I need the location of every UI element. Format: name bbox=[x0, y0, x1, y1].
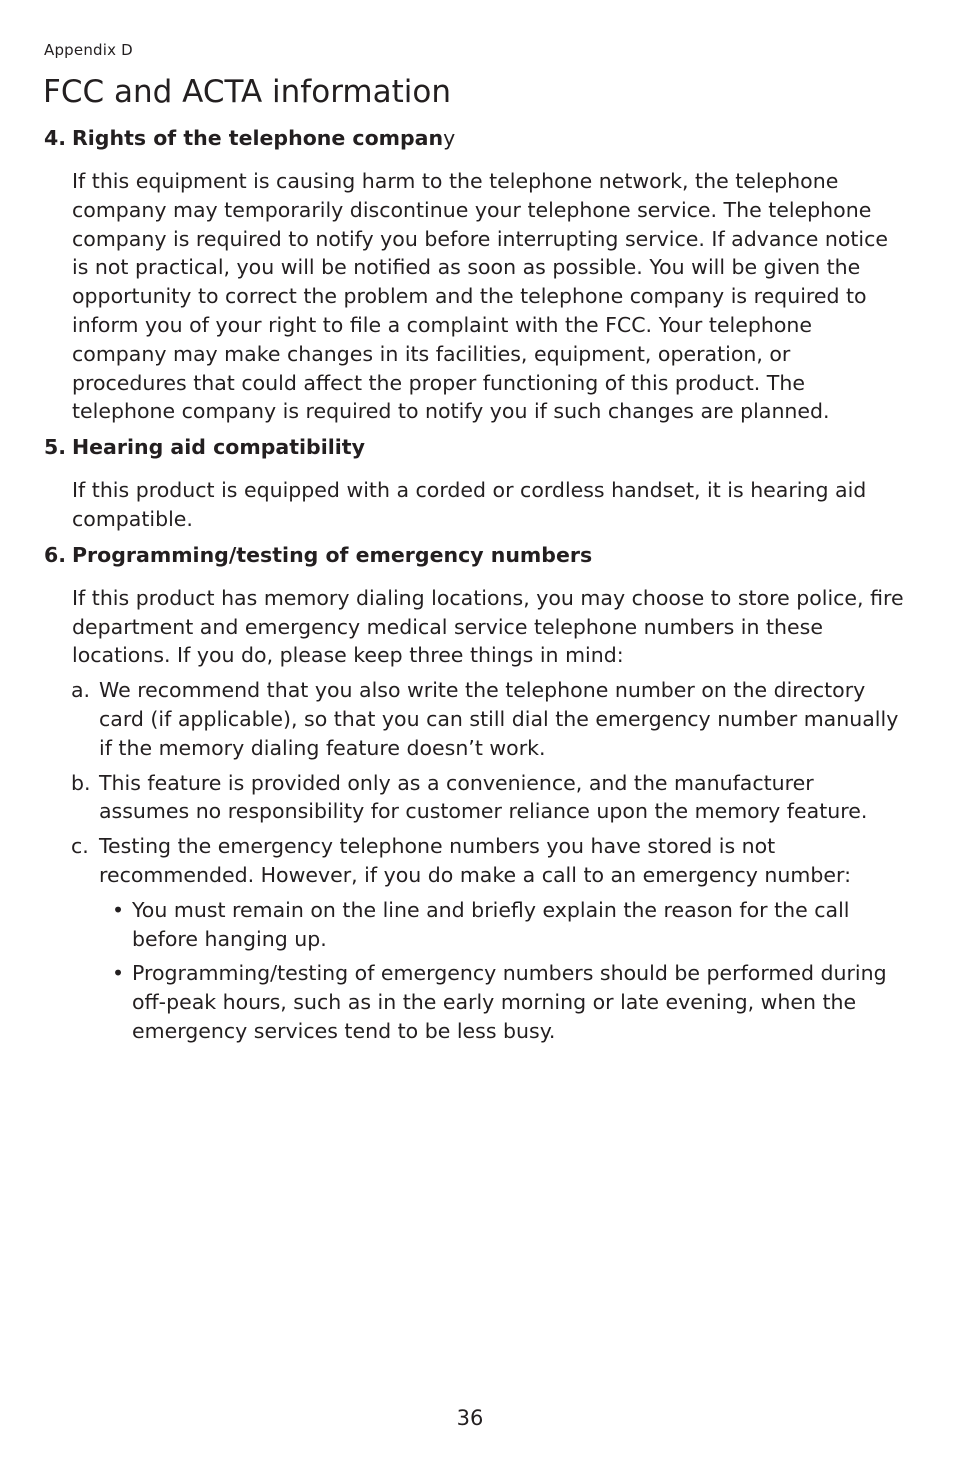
list-item-a bbox=[44, 676, 904, 762]
section-number: 4. bbox=[44, 126, 67, 150]
list-item-c bbox=[44, 832, 904, 890]
appendix-label: Appendix D bbox=[44, 41, 133, 59]
bullet-icon: • bbox=[112, 961, 125, 986]
list-item-text: This feature is provided only as a convenience, and the manufacturer assumes no responsibility for customer reliance upon the memory feature. bbox=[99, 770, 868, 824]
list-item-b bbox=[44, 769, 904, 827]
list-marker: c. bbox=[71, 834, 89, 859]
section-heading-hearing-aid bbox=[44, 433, 904, 461]
document-content bbox=[44, 124, 904, 1046]
section-paragraph-emergency-numbers: If this product has memory dialing locations, you may choose to store police, fire department and emergency medical service telephone numbers in these locations. If you do, please keep three things in mind: bbox=[72, 585, 904, 668]
bullet-icon: • bbox=[112, 897, 125, 922]
bullet-item-text: You must remain on the line and briefly explain the reason for the call before hanging up. bbox=[132, 897, 850, 951]
page-title: FCC and ACTA information bbox=[43, 74, 451, 110]
section-number: 5. bbox=[44, 435, 67, 460]
list-item-text: Testing the emergency telephone numbers you have stored is not recommended. However, if you do make a call to an emergency number: bbox=[99, 834, 851, 887]
section-heading-rights bbox=[44, 124, 904, 152]
section-number: 6. bbox=[44, 542, 67, 567]
bullet-item-text: Programming/testing of emergency numbers should be performed during off-peak hours, such as in the early morning or late evening, when the emergency services tend to be less busy. bbox=[132, 961, 887, 1043]
list-marker: a. bbox=[71, 678, 91, 703]
list-item-text: We recommend that you also write the telephone number on the directory card (if applicable), so that you can still dial the emergency number manually if the memory dialing feature doesn’t work. bbox=[99, 678, 899, 760]
section-title: Hearing aid compatibility bbox=[72, 435, 365, 460]
bullet-item-remain-on-line bbox=[44, 896, 904, 954]
section-title-tail: y bbox=[443, 126, 456, 150]
page-number: 36 bbox=[456, 1406, 484, 1430]
section-title: Programming/testing of emergency numbers bbox=[72, 542, 593, 567]
section-heading-emergency-numbers bbox=[44, 541, 904, 569]
section-paragraph-hearing-aid: If this product is equipped with a corded or cordless handset, it is hearing aid compatible. bbox=[72, 478, 867, 531]
list-marker: b. bbox=[71, 770, 91, 795]
section-paragraph-rights: If this equipment is causing harm to the telephone network, the telephone company may temporarily discontinue your telephone service. The telephone company is required to notify you before interrupting service. If advance notice is not practical, you will be notified as soon as possible. You will be given the opportunity to correct the problem and the telephone company is required to inform you of your right to file a complaint with the FCC. Your telephone company may make changes in its facilities, equipment, operation, or procedures that could affect the proper functioning of this product. The telephone company is required to notify you if such changes are planned. bbox=[72, 169, 888, 424]
section-title-bold: Rights of the telephone compan bbox=[72, 126, 444, 150]
section-title bbox=[72, 124, 455, 152]
bullet-item-off-peak-hours bbox=[44, 959, 904, 1045]
